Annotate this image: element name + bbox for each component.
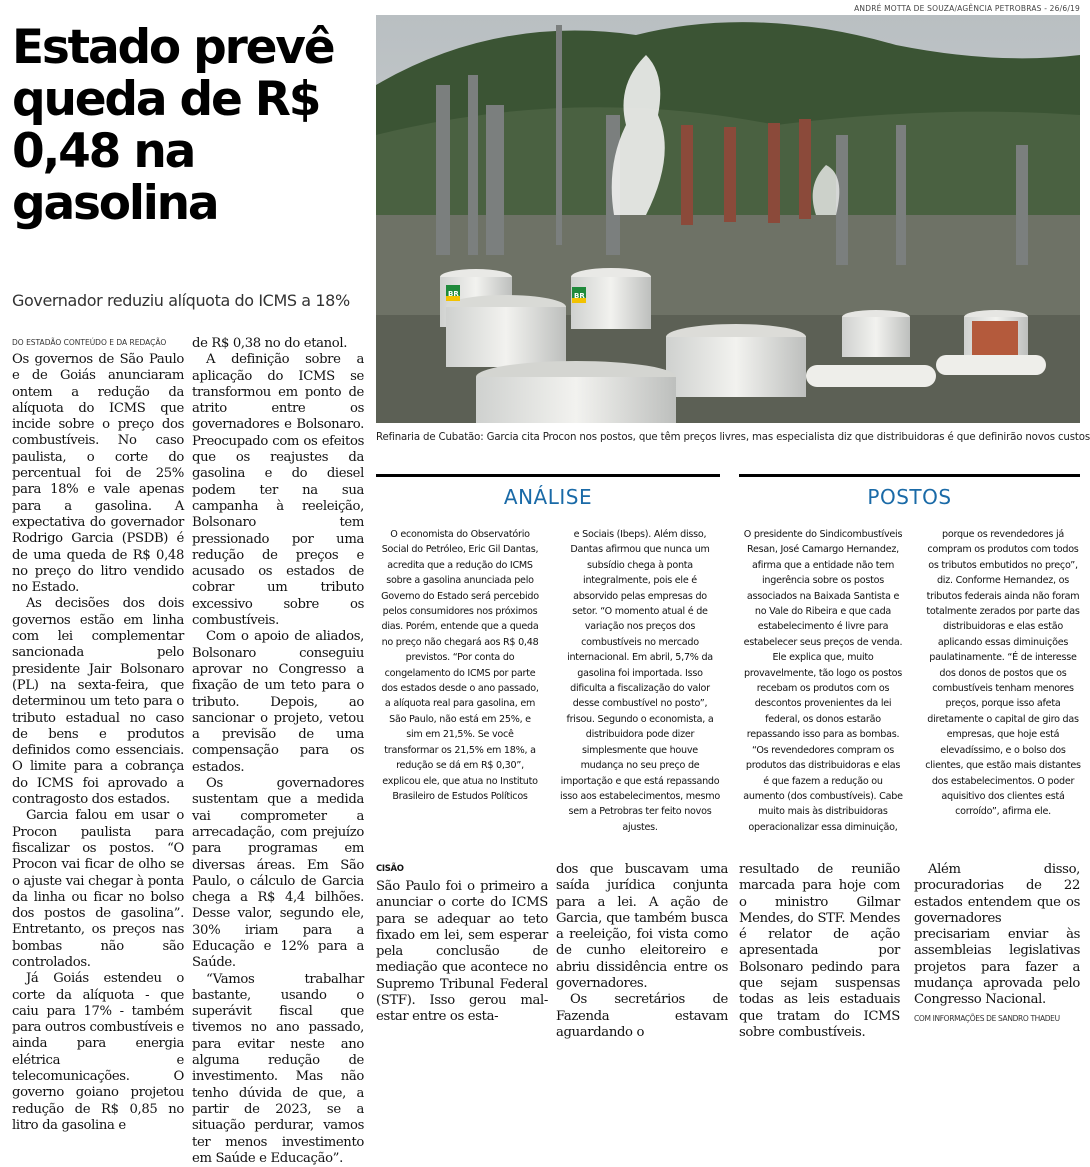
article-column-5 [739,862,900,1041]
paragraph: resultado de reunião marcada para hoje com o ministro Gilmar Mendes, do STF. Mendes é relator de ação apresentada por Bolsonaro pedindo para que sejam suspensas todas as leis estaduais que tratam do ICMS sobre combustíveis. [739,862,900,1040]
svg-text:BR: BR [448,290,459,298]
paragraph: São Paulo foi o primeiro a anunciar o corte do ICMS para se adequar ao teto fixado em lei, sem esperar pela conclusão de mediação que acontece no Supremo Tribunal Federal (STF). Isso gerou mal-estar entre os esta- [376,879,548,1025]
article-column-1 [12,352,184,1134]
section-kicker: CISÃO [376,864,404,874]
analise-box [376,474,720,842]
article-column-6 [914,862,1080,1027]
refinery-photo [376,15,1080,423]
analise-text-left: O economista do Observatório Social do Petróleo, Eric Gil Dantas, acredita que a redução do ICMS sobre a gasolina anunciada pelo Governo do Estado será percebido pelos consumidores nos próximos dias. Porém, entende que a queda no preço não chegará aos R$ 0,48 previstos. “Por conta do congelamento do ICMS por parte dos estados desde o ano passado, a alíquota real para gasolina, em São Paulo, não está em 25%, e sim em 21,5%. Se você transformar os 21,5% em 18%, a redução se dá em R$ 0,30”, explicou ele, que atua no Instituto Brasileiro de Estudos Políticos [381,529,539,802]
contributors-note: COM INFORMAÇÕES DE SANDRO THADEU [914,1013,1060,1023]
postos-box [739,474,1080,842]
subheadline: Governador reduziu alíquota do ICMS a 18% [12,291,350,310]
paragraph: Os governadores sustentam que a medida vai comprometer a arrecadação, com prejuízo para programas em diversas áreas. Em São Paulo, o cálculo de Garcia chega a R$ 4,4 bilhões. Desse valor, segundo ele, 30% iriam para a Educação e 12% para a Saúde. [192,776,364,971]
photo-credit: ANDRÉ MOTTA DE SOUZA/AGÊNCIA PETROBRAS - 26/6/19 [854,4,1080,13]
photo-caption: Refinaria de Cubatão: Garcia cita Procon nos postos, que têm preços livres, mas especialista diz que distribuidoras é que definirão novos custos [376,432,1090,443]
refinery-illustration [376,15,1080,423]
paragraph: Além disso, procuradorias de 22 estados entendem que os governadores precisariam enviar às assembleias legislativas projetos para fazer a mudança aprovada pelo Congresso Nacional. [914,862,1080,1008]
br-logo [446,285,460,301]
postos-title: POSTOS [867,485,952,509]
svg-text:BR: BR [574,292,585,300]
paragraph: “Vamos trabalhar bastante, usando o superávit fiscal que tivemos no ano passado, para evitar neste ano alguma redução de investimento. Mas não tenho dúvida de que, a partir de 2023, se a situação perdurar, vamos ter menos investimento em Saúde e Educação”. [192,971,364,1166]
byline: DO ESTADÃO CONTEÚDO E DA REDAÇÃO [12,338,167,347]
paragraph: As decisões dos dois governos estão em linha com lei complementar sancionada pelo presidente Jair Bolsonaro (PL) na sexta-feira, que determinou um teto para o tributo estadual no caso de bens e produtos definidos como essenciais. O limite para a cobrança do ICMS foi aprovado a contragosto dos estados. [12,596,184,808]
paragraph: Os secretários de Fazenda estavam aguardando o [556,992,728,1040]
article-column-4 [556,862,728,1041]
paragraph: dos que buscavam uma saída jurídica conjunta para a lei. A ação de Garcia, que também busca a reeleição, foi vista como de cunho eleitoreiro e abriu dissidência entre os governadores. [556,862,728,992]
analise-text-right: e Sociais (Ibeps). Além disso, Dantas afirmou que nunca um subsídio chega à ponta integralmente, pois ele é absorvido pelas empresas do setor. “O momento atual é de variação nos preços dos combustíveis no mercado internacional. Em abril, 5,7% da gasolina foi importada. Isso dificulta a fiscalização do valor desse combustível no posto”, frisou. Segundo o economista, a distribuidora pode dizer simplesmente que houve mudança no seu preço de importação e que está repassando isso aos estabelecimentos, mesmo sem a Petrobras ter feito novos ajustes. [560,529,720,833]
article-column-2 [192,336,364,1167]
br-logo [572,287,586,303]
paragraph: Os governos de São Paulo e de Goiás anunciaram ontem a redução da alíquota do ICMS que incide sobre o preço dos combustíveis. No caso paulista, o corte do percentual foi de 25% para 18% e vale apenas para a gasolina. A expectativa do governador Rodrigo Garcia (PSDB) é de uma queda de R$ 0,48 no preço do litro vendido no Estado. [12,352,184,596]
paragraph: Com o apoio de aliados, Bolsonaro conseguiu aprovar no Congresso a fixação de um teto para o tributo. Depois, ao sancionar o projeto, vetou a previsão de uma compensação para os estados. [192,629,364,775]
headline: Estado prevê queda de R$ 0,48 na gasolina [12,20,334,231]
paragraph: Já Goiás estendeu o corte da alíquota - que caiu para 17% - também para outros combustíveis e ainda para energia elétrica e telecomunicações. O governo goiano projetou redução de R$ 0,85 no litro da gasolina e [12,971,184,1133]
analise-title: ANÁLISE [503,485,593,509]
postos-text-left: O presidente do Sindicombustíveis Resan, José Camargo Hernandez, afirma que a entidade não tem ingerência sobre os postos associados na Baixada Santista e no Vale do Ribeira e que cada estabelecimento é livre para estabelecer seus preços de venda. Ele explica que, muito provavelmente, tão logo os postos recebam os produtos com os descontos provenientes da lei federal, os donos estarão repassando isso para as bombas. “Os revendedores compram os produtos das distribuidoras e elas é que fazem a redução ou aumento (dos combustíveis). Cabe muito mais às distribuidoras operacionalizar essa diminuição, [743,529,903,833]
article-column-3 [376,864,548,1026]
paragraph: A definição sobre a aplicação do ICMS se transformou em ponto de atrito entre os governadores e Bolsonaro. Preocupado com os efeitos que os reajustes da gasolina e do diesel podem ter na sua campanha à reeleição, Bolsonaro tem pressionado por uma redução de preços e acusado os estados de cobrar um tributo excessivo sobre os combustíveis. [192,352,364,629]
paragraph: Garcia falou em usar o Procon paulista para fiscalizar os postos. “O Procon vai ficar de olho se o ajuste vai chegar à ponta da linha ou ficar no bolso dos postos de gasolina”. Entretanto, os preços nas bombas não são controlados. [12,808,184,970]
postos-text-right: porque os revendedores já compram os produtos com todos os tributos embutidos no preço”, diz. Conforme Hernandez, os tributos federais ainda não foram totalmente zerados por parte das distribuidoras e elas estão aplicando essas diminuições paulatinamente. “É de interesse dos donos de postos que os combustíveis tenham menores preços, porque isso afeta diretamente o capital de giro das empresas, que hoje está elevadíssimo, e o bolso dos clientes, que estão mais distantes dos estabelecimentos. O poder aquisitivo dos clientes está corroído”, afirma ele. [925,529,1081,818]
paragraph: de R$ 0,38 no do etanol. [192,336,348,351]
